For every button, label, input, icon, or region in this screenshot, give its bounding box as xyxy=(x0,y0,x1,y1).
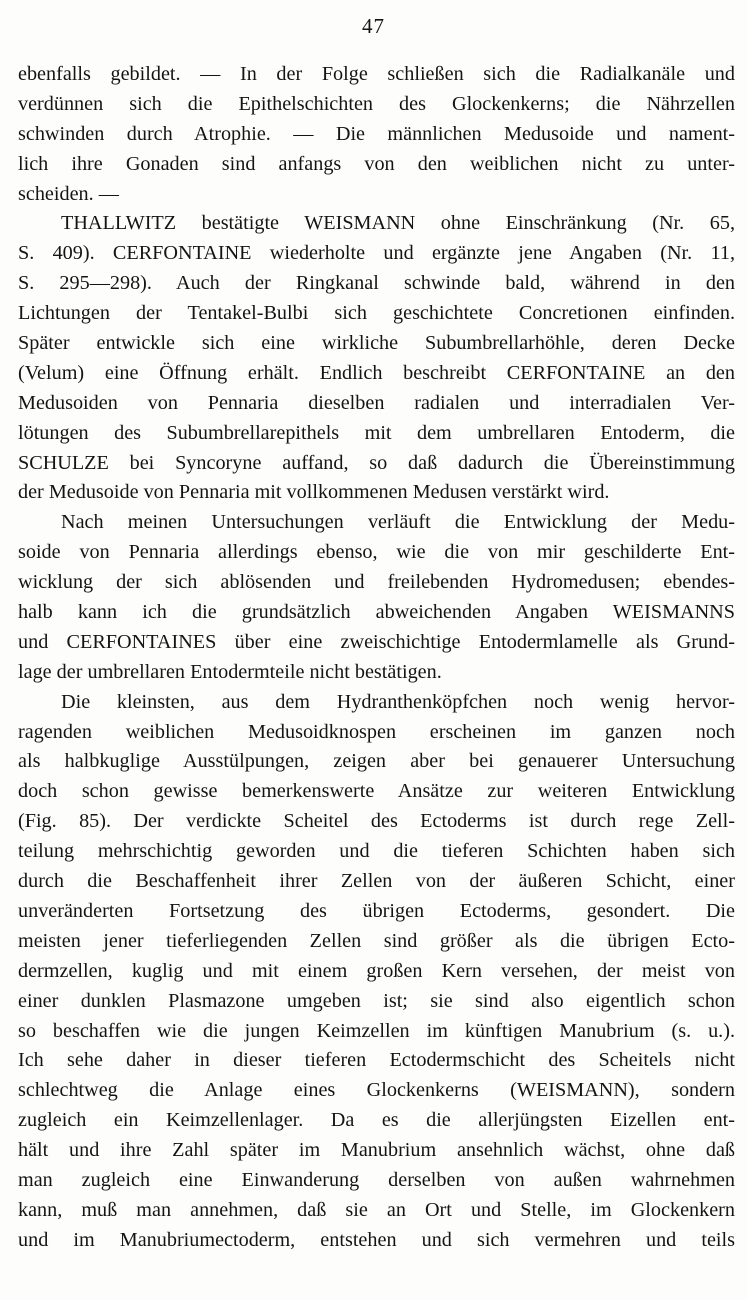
text-line: doch schon gewisse bemerkenswerte Ansätze zur weiteren Entwicklung xyxy=(18,780,735,803)
text-line: lage der umbrellaren Entodermteile nicht bestätigen. xyxy=(18,660,442,683)
text-line: Die kleinsten, aus dem Hydranthenköpfchen noch wenig hervor- xyxy=(61,690,735,713)
text-line: soide von Pennaria allerdings ebenso, wie die von mir geschilderte Ent- xyxy=(18,541,735,564)
text-line: ebenfalls gebildet. — In der Folge schließen sich die Radialkanäle und xyxy=(18,63,735,85)
text-line: so beschaffen wie die jungen Keimzellen im künftigen Manubrium (s. u.). xyxy=(18,1019,735,1042)
text-line: unveränderten Fortsetzung des übrigen Ectoderms, gesondert. Die xyxy=(18,899,735,922)
body-text xyxy=(18,60,735,1256)
paragraph xyxy=(18,688,735,1256)
text-line: dermzellen, kuglig und mit einem großen Kern versehen, der meist von xyxy=(18,959,735,982)
paragraph xyxy=(18,209,735,508)
text-line: und im Manubriumectoderm, entstehen und sich vermehren und teils xyxy=(18,1228,735,1251)
text-line: scheiden. — xyxy=(18,182,119,205)
text-line: der Medusoide von Pennaria mit vollkommenen Medusen verstärkt wird. xyxy=(18,481,610,504)
text-line: und CERFONTAINES über eine zweischichtige Entodermlamelle als Grund- xyxy=(18,630,735,653)
text-line: schwinden durch Atrophie. — Die männlichen Medusoide und nament- xyxy=(18,122,735,145)
text-line: als halbkuglige Ausstülpungen, zeigen aber bei genauerer Untersuchung xyxy=(18,750,735,773)
text-line: durch die Beschaffenheit ihrer Zellen von der äußeren Schicht, einer xyxy=(18,870,735,893)
text-line: SCHULZE bei Syncoryne auffand, so daß dadurch die Übereinstimmung xyxy=(18,451,735,474)
text-line: Später entwickle sich eine wirkliche Subumbrellarhöhle, deren Decke xyxy=(18,332,735,355)
text-line: Nach meinen Untersuchungen verläuft die Entwicklung der Medu- xyxy=(61,511,735,534)
text-line: schlechtweg die Anlage eines Glockenkerns (WEISMANN), sondern xyxy=(18,1079,735,1102)
text-line: wicklung der sich ablösenden und freilebenden Hydromedusen; ebendes- xyxy=(18,571,735,594)
text-line: lötungen des Subumbrellarepithels mit dem umbrellaren Entoderm, die xyxy=(18,421,735,444)
text-line: lich ihre Gonaden sind anfangs von den weiblichen nicht zu unter- xyxy=(18,152,735,175)
text-line: zugleich ein Keimzellenlager. Da es die allerjüngsten Eizellen ent- xyxy=(18,1109,735,1132)
text-line: ragenden weiblichen Medusoidknospen erscheinen im ganzen noch xyxy=(18,720,735,743)
text-line: man zugleich eine Einwanderung derselben von außen wahrnehmen xyxy=(18,1168,735,1191)
text-line: (Fig. 85). Der verdickte Scheitel des Ectoderms ist durch rege Zell- xyxy=(18,810,735,833)
text-line: halb kann ich die grundsätzlich abweichenden Angaben WEISMANNS xyxy=(18,601,735,624)
text-line: Ich sehe daher in dieser tieferen Ectodermschicht des Scheitels nicht xyxy=(18,1049,735,1072)
text-line: THALLWITZ bestätigte WEISMANN ohne Einschränkung (Nr. 65, xyxy=(61,212,735,235)
text-line: teilung mehrschichtig geworden und die tieferen Schichten haben sich xyxy=(18,840,735,863)
text-line: kann, muß man annehmen, daß sie an Ort und Stelle, im Glockenkern xyxy=(18,1198,735,1221)
text-line: verdünnen sich die Epithelschichten des Glockenkerns; die Nährzellen xyxy=(18,92,735,115)
text-line: hält und ihre Zahl später im Manubrium ansehnlich wächst, ohne daß xyxy=(18,1139,735,1162)
text-line: Medusoiden von Pennaria dieselben radialen und interradialen Ver- xyxy=(18,391,735,414)
text-line: meisten jener tieferliegenden Zellen sind größer als die übrigen Ecto- xyxy=(18,929,735,952)
text-line: S. 295—298). Auch der Ringkanal schwinde bald, während in den xyxy=(18,272,735,295)
text-line: S. 409). CERFONTAINE wiederholte und ergänzte jene Angaben (Nr. 11, xyxy=(18,242,735,265)
text-line: Lichtungen der Tentakel-Bulbi sich geschichtete Concretionen einfinden. xyxy=(18,302,735,325)
text-line: (Velum) eine Öffnung erhält. Endlich beschreibt CERFONTAINE an den xyxy=(18,361,735,384)
page-number: 47 xyxy=(362,14,385,38)
paragraph xyxy=(18,60,735,209)
paragraph xyxy=(18,508,735,687)
text-line: einer dunklen Plasmazone umgeben ist; sie sind also eigentlich schon xyxy=(18,989,735,1012)
